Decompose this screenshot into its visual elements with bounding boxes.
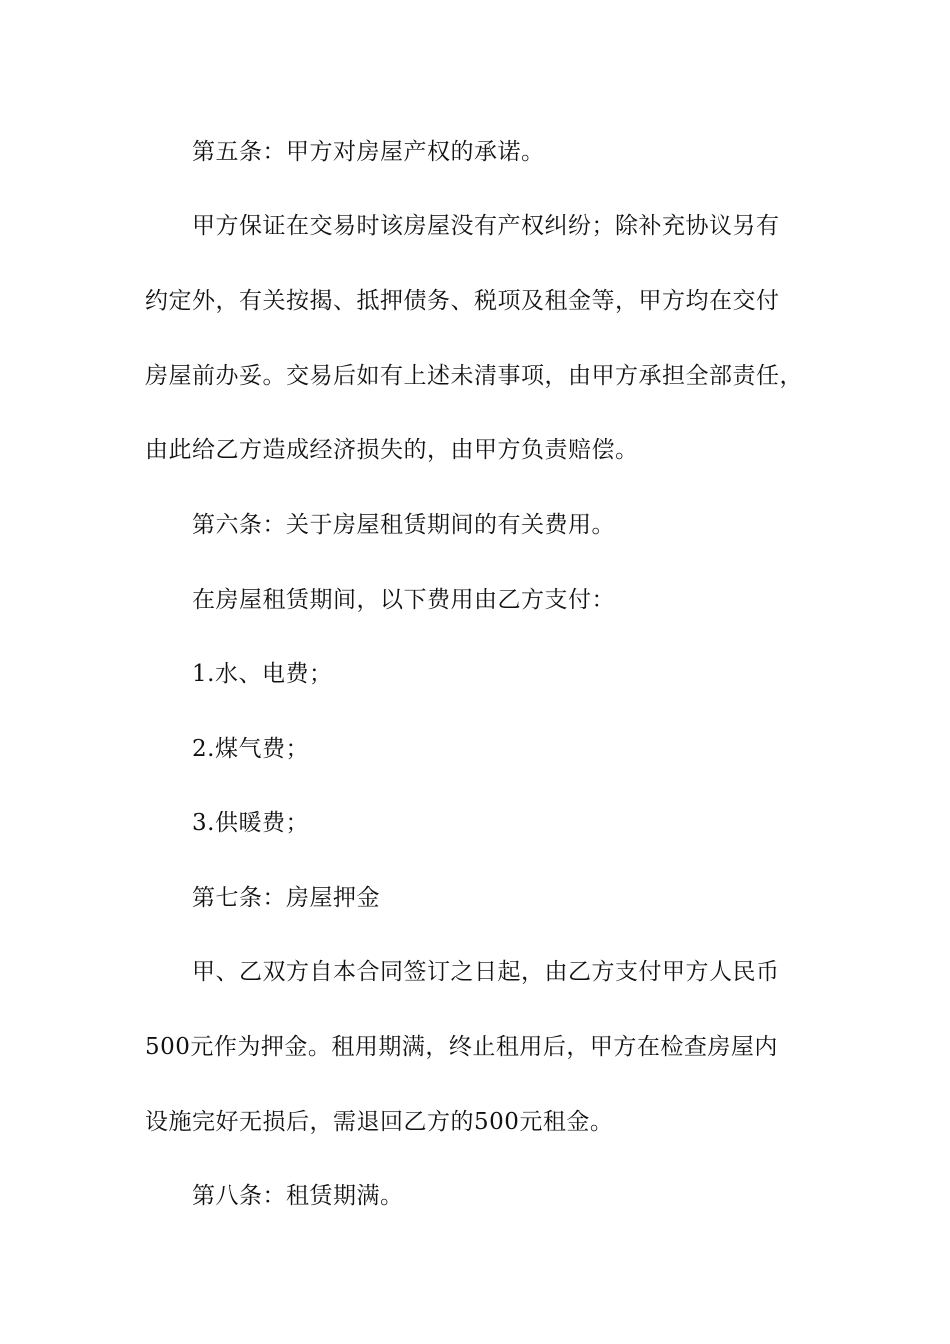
article-7-heading: 第七条：房屋押金 [192,885,380,911]
article-6-heading: 第六条：关于房屋租赁期间的有关费用。 [192,512,615,538]
paragraph-line: 约定外，有关按揭、抵押债务、税项及租金等，甲方均在交付 [145,288,780,314]
paragraph-line: 在房屋租赁期间，以下费用由乙方支付： [192,587,615,613]
article-8-heading: 第八条：租赁期满。 [192,1183,404,1209]
article-5-heading: 第五条：甲方对房屋产权的承诺。 [192,139,545,165]
list-item: 2.煤气费； [192,736,309,762]
list-item: 1.水、电费； [192,661,333,687]
paragraph-line: 500元作为押金。租用期满，终止租用后，甲方在检查房屋内 [145,1034,778,1060]
paragraph-line: 房屋前办妥。交易后如有上述未清事项，由甲方承担全部责任， [145,363,803,389]
paragraph-line: 由此给乙方造成经济损失的，由甲方负责赔偿。 [145,437,639,463]
list-item: 3.供暖费； [192,810,309,836]
paragraph-line: 甲、乙双方自本合同签订之日起，由乙方支付甲方人民币 [192,959,780,985]
paragraph-line: 甲方保证在交易时该房屋没有产权纠纷；除补充协议另有 [192,213,780,239]
paragraph-line: 设施完好无损后，需退回乙方的500元租金。 [145,1109,614,1135]
